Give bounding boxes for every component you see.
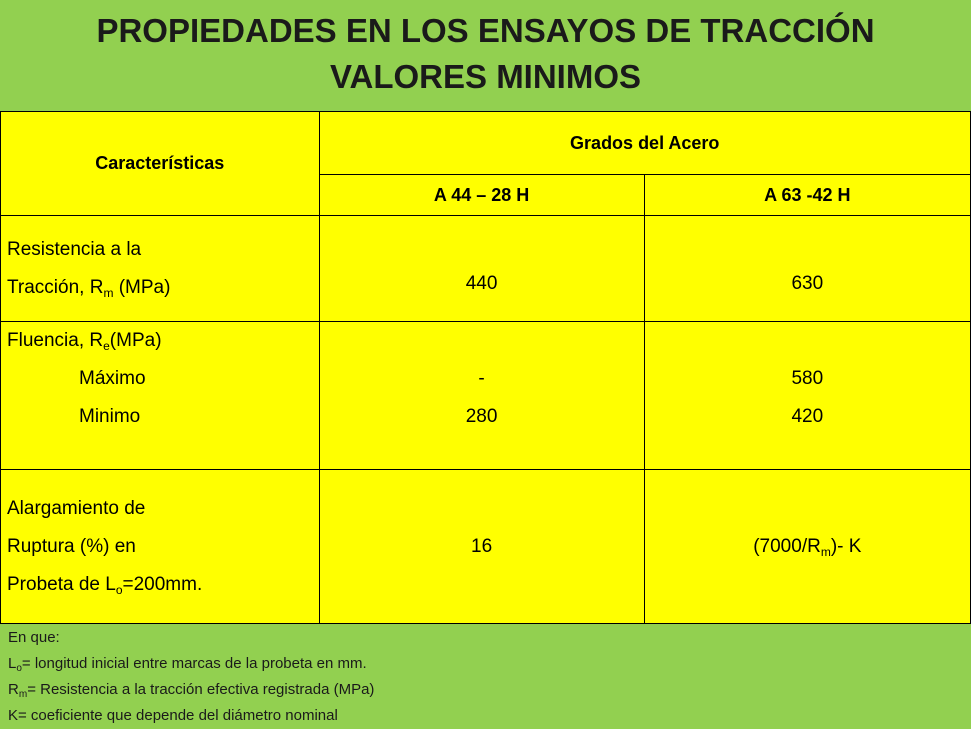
grades-header: Grados del Acero xyxy=(319,112,971,175)
note-text: = longitud inicial entre marcas de la probeta en mm. xyxy=(21,655,367,672)
characteristics-header: Características xyxy=(1,112,320,216)
notes-intro: En que: xyxy=(8,629,60,646)
row-label-tensile-strength xyxy=(1,216,320,322)
label-line: (MPa) xyxy=(113,276,171,298)
table-row xyxy=(1,322,971,470)
cell-a63-tensile: 630 xyxy=(644,216,970,322)
table-row xyxy=(1,216,971,322)
subscript: m xyxy=(820,544,831,559)
page-title xyxy=(0,8,971,100)
footnotes xyxy=(8,625,968,729)
table-row xyxy=(1,470,971,624)
value-min: 280 xyxy=(465,406,498,427)
cell-a44-tensile: 440 xyxy=(319,216,644,322)
properties-table xyxy=(0,111,971,624)
label-line: Fluencia, R xyxy=(7,330,104,351)
title-line-1: PROPIEDADES EN LOS ENSAYOS DE TRACCIÓN xyxy=(96,12,875,49)
row-label-yield xyxy=(1,322,320,470)
value-max: 580 xyxy=(791,368,824,389)
label-line: Probeta de L xyxy=(7,573,116,595)
note-k: K= coeficiente que depende del diámetro nominal xyxy=(8,707,338,724)
label-line: Resistencia a la xyxy=(7,238,142,260)
cell-a63-yield xyxy=(644,322,970,470)
subscript: o xyxy=(115,582,123,597)
note-symbol: R xyxy=(8,681,19,698)
cell-a63-elongation xyxy=(644,470,970,624)
grade-a44-header: A 44 – 28 H xyxy=(319,175,644,216)
table-header-row xyxy=(1,112,971,175)
value-max: - xyxy=(478,368,485,389)
label-line: Alargamiento de xyxy=(7,497,146,519)
note-symbol: L xyxy=(8,655,17,672)
label-line: =200mm. xyxy=(122,573,203,595)
formula-part: (7000/R xyxy=(753,535,821,557)
grade-a63-header: A 63 -42 H xyxy=(644,175,970,216)
label-line: (MPa) xyxy=(109,330,162,351)
subscript: m xyxy=(103,285,114,300)
min-label: Minimo xyxy=(79,406,141,427)
subscript: m xyxy=(18,689,28,700)
label-line: Tracción, R xyxy=(7,276,104,298)
subscript: o xyxy=(16,663,22,674)
cell-a44-yield xyxy=(319,322,644,470)
row-label-elongation xyxy=(1,470,320,624)
title-line-2: VALORES MINIMOS xyxy=(329,58,642,95)
label-line: Ruptura (%) en xyxy=(7,535,136,557)
subscript: e xyxy=(103,339,110,353)
note-rm xyxy=(8,677,968,703)
formula-part: )- K xyxy=(830,535,862,557)
note-text: = Resistencia a la tracción efectiva registrada (MPa) xyxy=(27,681,375,698)
max-label: Máximo xyxy=(79,368,146,389)
value-min: 420 xyxy=(791,406,824,427)
cell-a44-elongation: 16 xyxy=(319,470,644,624)
note-lo xyxy=(8,651,968,677)
